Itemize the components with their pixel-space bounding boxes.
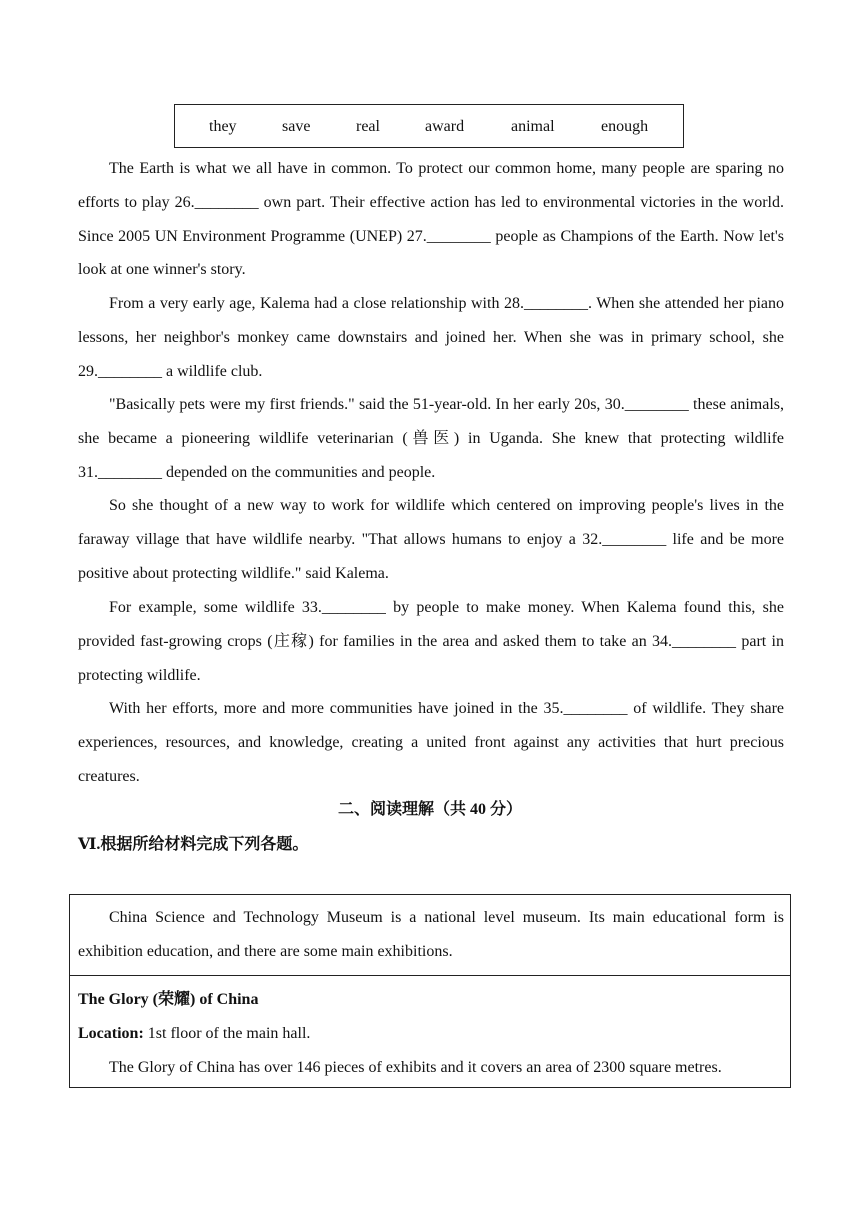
passage-paragraph: So she thought of a new way to work for wildlife which centered on improving people's lives in the faraway village that have wildlife nearby. "That allows humans to enjoy a 32.________ life and be more positive about protecting wildlife." said Kalema. <box>78 497 784 582</box>
task-instruction: Ⅵ.根据所给材料完成下列各题。 <box>78 836 309 853</box>
word-bank-item: enough <box>601 118 649 135</box>
table-intro-text: China Science and Technology Museum is a national level museum. Its main educational form is exhibition education, and there are some main exhibitions. <box>78 909 784 960</box>
location-label: Location: <box>78 1025 144 1042</box>
table-divider <box>70 975 790 976</box>
exhibit-description: The Glory of China has over 146 pieces of exhibits and it covers an area of 2300 square metres. <box>109 1059 722 1076</box>
passage-paragraph: The Earth is what we all have in common. To protect our common home, many people are sparing no efforts to play 26.________ own part. Their effective action has led to environmental victories in the world. Since 2005 UN Environment Programme (UNEP) 27.________ people as Champions of the Earth. Now let's look at one winner's story. <box>78 160 784 279</box>
exhibit-location <box>78 1017 784 1051</box>
word-bank-item: save <box>282 118 311 135</box>
word-bank-item: real <box>356 118 380 135</box>
passage-paragraph: From a very early age, Kalema had a close relationship with 28.________. When she attended her piano lessons, her neighbor's monkey came downstairs and joined her. When she was in primary school, she 29.________ a wildlife club. <box>78 295 784 380</box>
word-bank-box <box>174 104 684 148</box>
passage-paragraph: With her efforts, more and more communities have joined in the 35.________ of wildlife. They share experiences, resources, and knowledge, creating a united front against any activities that hurt precious creatures. <box>78 700 784 785</box>
location-value: 1st floor of the main hall. <box>143 1025 311 1042</box>
section-heading: 二、阅读理解（共 40 分） <box>337 801 522 818</box>
passage-paragraph: For example, some wildlife 33.________ by people to make money. When Kalema found this, she provided fast-growing crops (庄稼) for families in the area and asked them to take an 34.________ part in protecting wildlife. <box>78 599 784 684</box>
word-bank-item: they <box>209 118 237 135</box>
word-bank-item: award <box>425 118 465 135</box>
passage-paragraph: "Basically pets were my first friends." said the 51-year-old. In her early 20s, 30.________ these animals, she became a pioneering wildlife veterinarian (兽医) in Uganda. She knew that protecting wildlife 31.________ depended on the communities and people. <box>78 396 784 481</box>
word-bank-item: animal <box>511 118 555 135</box>
exhibit-title: The Glory (荣耀) of China <box>78 991 259 1008</box>
reading-material-table <box>69 894 791 1088</box>
